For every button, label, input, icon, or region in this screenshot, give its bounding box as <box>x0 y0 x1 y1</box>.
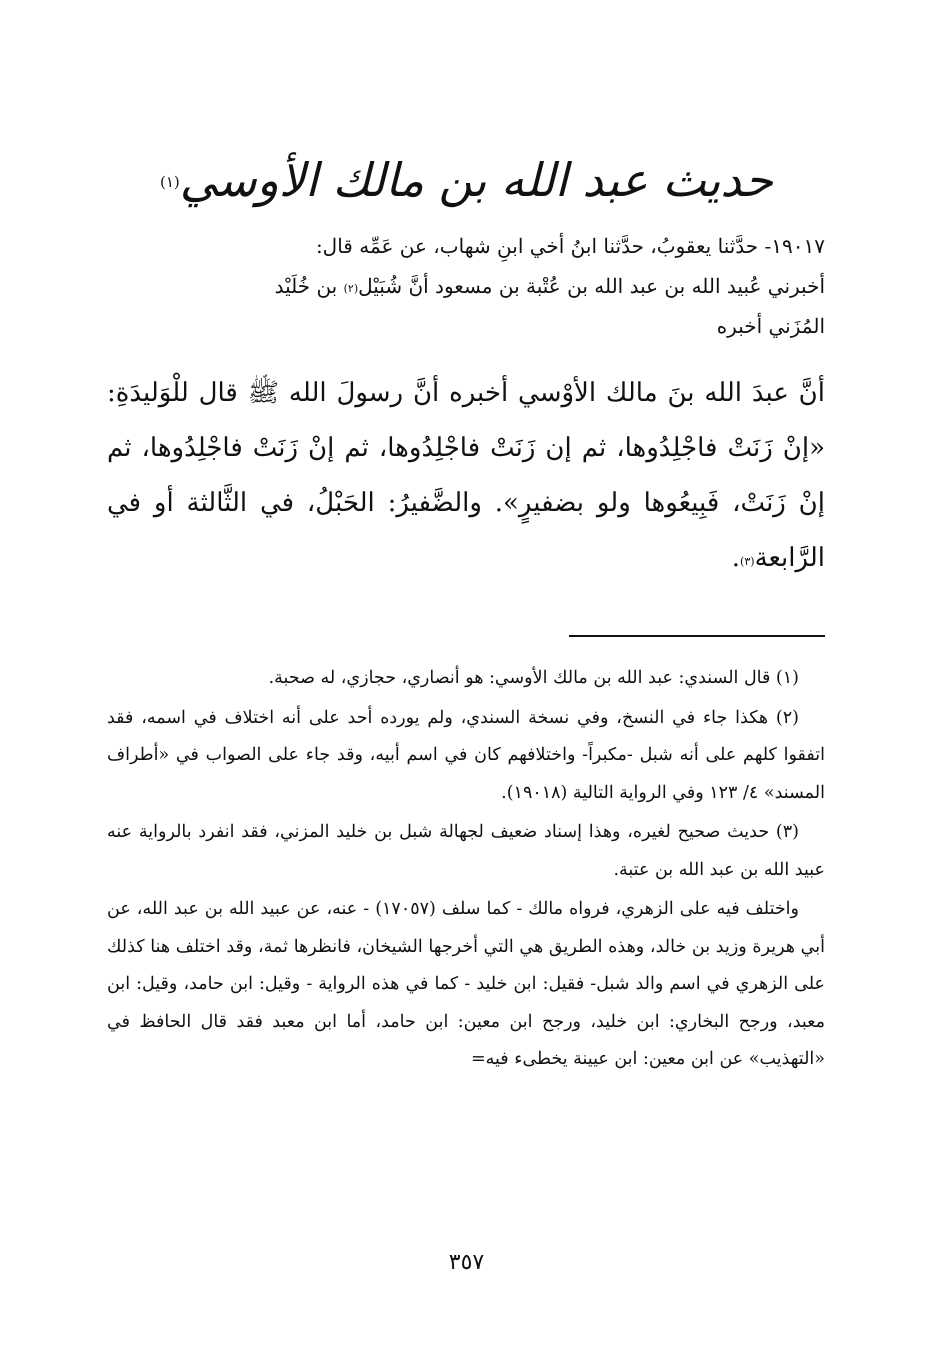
isnad-line-2b: بن خُلَيْد <box>274 274 344 298</box>
matn-text: أنَّ عبدَ الله بنَ مالك الأوْسي أخبره أنَّ رسولَ الله ﷺ قال للْوَليدَةِ: «إنْ زَنَتْ فاجْلِدُوها، ثم إن زَنَتْ فاجْلِدُوها، ثم إنْ زَنَتْ فاجْلِدُوها، ثم إنْ زَنَتْ، فَبِيعُوها ولو بضفيرٍ». والضَّفيرُ: الحَبْلُ، في الثَّالثة أو في الرَّابعة <box>107 378 825 573</box>
matn-footnote-mark: (٣) <box>740 555 755 568</box>
footnote-3: (٣) حديث صحيح لغيره، وهذا إسناد ضعيف لجهالة شبل بن خليد المزني، فقد انفرد بالرواية عنه عبيد الله بن عبد الله بن عتبة. <box>107 822 825 880</box>
footnote-2: (٢) هكذا جاء في النسخ، وفي نسخة السندي، ولم يورده أحد على أنه اختلاف في اسمه، فقد اتفقوا كلهم على أنه شبل -مكبراً- واختلافهم كان في اسم أبيه، وقد جاء على الصواب في «أطراف المسند» ٤/ ١٢٣ وفي الرواية التالية (١٩٠١٨). <box>107 707 825 803</box>
footnote-3-continued: واختلف فيه على الزهري، فرواه مالك - كما سلف (١٧٠٥٧) - عنه، عن عبيد الله بن عبد الله، عن أبي هريرة وزيد بن خالد، وهذه الطريق هي التي أخرجها الشيخان، فانظرها ثمة، وقد اختلف هنا كذلك على الزهري في اسم والد شبل- فقيل: ابن خليد - كما في هذه الرواية - وقيل: ابن حامد، وقيل: ابن معبد، ورجح البخاري: ابن خليد، ورجح ابن معين: ابن حامد، أما ابن معبد فقد قال الحافظ في «التهذيب» عن ابن معين: ابن عيينة يخطىء فيه= <box>107 899 825 1069</box>
isnad-footnote-mark: (٢) <box>343 282 359 295</box>
isnad-paragraph <box>107 226 825 346</box>
heading-footnote-mark: (١) <box>160 173 180 191</box>
footnotes <box>107 660 825 1081</box>
matn-paragraph <box>107 366 825 586</box>
page-number: ٣٥٧ <box>448 1250 485 1275</box>
matn-end: . <box>731 543 741 573</box>
isnad-line-1: ١٩٠١٧- حدَّثنا يعقوبُ، حدَّثنا ابنُ أخي ابنِ شهاب، عن عَمِّه قال: <box>315 234 825 258</box>
isnad-line-3: المُزَني أخبره <box>716 314 825 338</box>
isnad-line-2 <box>107 266 825 306</box>
heading-title: حديث عبد الله بن مالك الأوسي <box>179 153 773 207</box>
section-heading <box>100 150 833 210</box>
footnote-divider <box>569 635 825 637</box>
isnad-line-2a: أخبرني عُبيد الله بن عبد الله بن عُتْبة بن مسعود أنَّ شُبَيْل <box>358 274 825 298</box>
footnote-1: (١) قال السندي: عبد الله بن مالك الأوسي: هو أنصاري، حجازي، له صحبة. <box>268 668 799 688</box>
